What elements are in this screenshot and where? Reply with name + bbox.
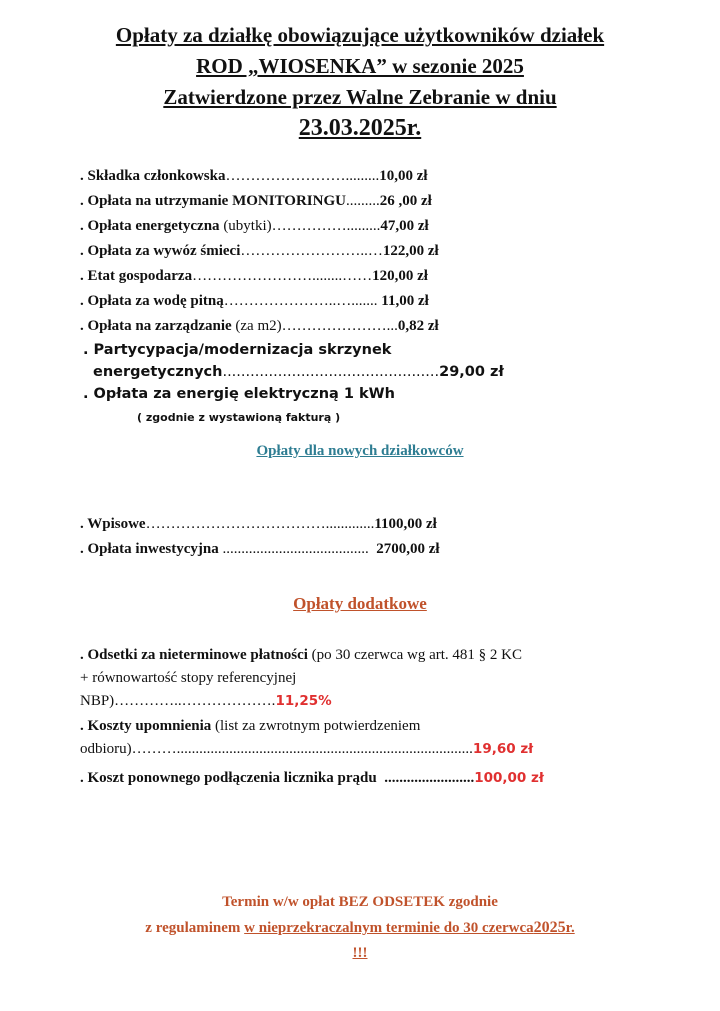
upomnienie-line-1 [80, 715, 640, 738]
new-members-title: Opłaty dla nowych działkowców [256, 443, 464, 459]
fee-amount: 47,00 zł [380, 218, 429, 234]
fee-label: . Składka członkowska [80, 168, 226, 184]
odsetki-desc-2: + równowartość stopy referencyjnej [80, 670, 297, 686]
podlaczenie-label: . Koszt ponownego podłączenia licznika prądu [80, 770, 377, 786]
fee-amount: 10,00 zł [379, 168, 428, 184]
fee-row [80, 268, 428, 285]
document-header [40, 20, 680, 144]
new-fee-label: . Opłata inwestycyjna [80, 541, 219, 557]
fee-row [80, 193, 432, 210]
upomnienie-desc-2: odbioru)………............................................................................... [80, 741, 473, 757]
energia-label: . Opłata za energię elektryczną 1 kWh [83, 386, 395, 402]
header-date: 23.03.2025r. [298, 115, 422, 141]
fee-label: . Opłata za wodę pitną [80, 293, 224, 309]
header-line-1: Opłaty za działkę obowiązujące użytkowników działek [115, 23, 605, 47]
new-fee-leader: ....................................... [218, 541, 377, 557]
fee-leader: …………………... [281, 318, 398, 334]
fee-leader: ……………………......... [225, 168, 380, 184]
odsetki-line-1 [80, 644, 640, 667]
fee-amount: 26 ,00 zł [379, 193, 432, 209]
footer-exclamation [0, 941, 720, 966]
podlaczenie-amount: 100,00 zł [474, 770, 544, 786]
partycypacja-amount: 29,00 zł [439, 364, 504, 380]
energia-note: ( zgodnie z wystawioną fakturą ) [137, 411, 341, 424]
new-fee-label: . Wpisowe [80, 516, 146, 532]
payment-deadline-note [0, 890, 720, 966]
partycypacja-row [93, 364, 504, 380]
upomnienie-block [80, 715, 640, 761]
footer-year: 2025 [533, 919, 566, 936]
odsetki-label: . Odsetki za nieterminowe płatności [80, 647, 308, 663]
fee-row [80, 293, 429, 310]
odsetki-desc-3: NBP)…………..………………. [80, 693, 276, 709]
extra-title: Opłaty dodatkowe [293, 594, 427, 613]
odsetki-line-3 [80, 690, 640, 713]
partycypacja-label: energetycznych [93, 364, 223, 380]
fee-leader: ……………………........…… [192, 268, 373, 284]
fee-label: . Opłata energetyczna [80, 218, 220, 234]
footer-line-2 [0, 915, 720, 941]
footer-exclamation-text: !!! [352, 945, 368, 961]
partycypacja-leader: ............................................... [222, 364, 440, 380]
podlaczenie-row [80, 767, 640, 790]
fee-label: . Opłata za wywóz śmieci [80, 243, 241, 259]
footer-line-1: Termin w/w opłat BEZ ODSETEK zgodnie [222, 894, 498, 910]
partycypacja-line-1: . Partycypacja/modernizacja skrzynek [83, 342, 392, 358]
fee-amount: 0,82 zł [397, 318, 439, 334]
fee-label: . Opłata na zarządzanie [80, 318, 232, 334]
new-fee-row [80, 541, 440, 558]
fee-leader: ……………………..… [240, 243, 383, 259]
footer-line-2-pre: z regulaminem [145, 920, 245, 936]
fee-amount: 122,00 zł [382, 243, 439, 259]
header-line-2: ROD „WIOSENKA” w sezonie 2025 [196, 54, 524, 78]
new-fee-amount: 2700,00 zł [376, 541, 440, 557]
footer-deadline [244, 920, 575, 936]
podlaczenie-leader: ........................ [376, 770, 475, 786]
footer-line-2-post: r. [565, 920, 575, 936]
upomnienie-amount: 19,60 zł [472, 741, 534, 757]
odsetki-amount: 11,25% [275, 693, 332, 709]
footer-line-2-underlined: w nieprzekraczalnym terminie do 30 czerwca [244, 920, 534, 936]
fee-label: . Opłata na utrzymanie MONITORINGU [80, 193, 346, 209]
new-fee-row [80, 516, 437, 533]
fee-row [80, 168, 428, 185]
fee-leader: ……………......... [271, 218, 381, 234]
fee-amount: 11,00 zł [377, 293, 429, 309]
fee-row [80, 218, 429, 235]
odsetki-desc-1: (po 30 czerwca wg art. 481 § 2 KC [307, 647, 523, 663]
odsetki-block [80, 644, 640, 713]
new-fee-amount: 1100,00 zł [374, 516, 437, 532]
fee-leader: ......... [345, 193, 380, 209]
upomnienie-line-2 [80, 738, 640, 761]
fee-leader: …………………..…....... [223, 293, 378, 309]
fee-row [80, 243, 439, 260]
header-line-3: Zatwierdzone przez Walne Zebranie w dniu [163, 85, 557, 109]
new-fee-leader: ………………………………............. [145, 516, 375, 532]
fee-amount: 120,00 zł [372, 268, 428, 284]
upomnienie-desc-1: (list za zwrotnym potwierdzeniem [211, 718, 421, 734]
fee-suffix: (ubytki) [219, 218, 272, 234]
fee-label: . Etat gospodarza [80, 268, 193, 284]
fee-row [80, 318, 439, 335]
upomnienie-label: . Koszty upomnienia [80, 718, 212, 734]
fee-suffix: (za m2) [231, 318, 282, 334]
